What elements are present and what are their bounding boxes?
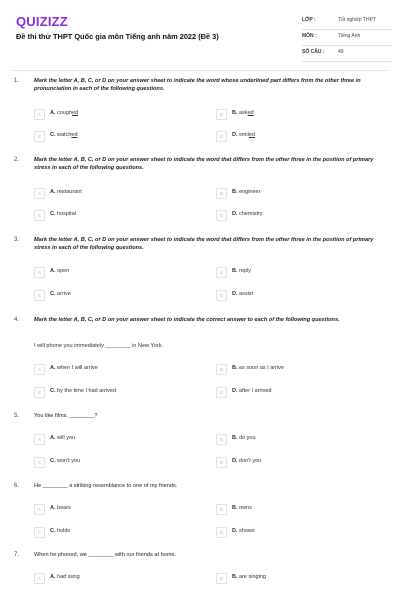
option-text: C. holds: [50, 528, 71, 534]
option-text: D. after I arrived: [232, 388, 272, 394]
meta-value: Tiếng Anh: [338, 33, 361, 39]
option-text: A. when I will arrive: [50, 365, 98, 371]
option-letter-box: A: [34, 364, 45, 375]
option-text: D. assist: [232, 291, 254, 297]
meta-row-class: [302, 14, 392, 30]
option-text: C. by the time I had arrived: [50, 388, 117, 394]
meta-table: [302, 14, 392, 62]
option-letter-box: D: [216, 210, 227, 221]
option-text: A. restaurant: [50, 189, 82, 195]
option-text: A. coughed: [50, 110, 79, 116]
option-letter-box: A: [34, 573, 45, 584]
option-text: D. smiled: [232, 132, 255, 138]
option-text: A. had sung: [50, 574, 80, 580]
option-letter-box: B: [216, 188, 227, 199]
option-letter-box: C: [34, 527, 45, 538]
question-instruction: Mark the letter A, B, C, or D on your answer sheet to indicate the word whose underlined part differs from the other three in pronunciation in each of the following questions.: [34, 78, 361, 92]
option-letter-box: B: [216, 109, 227, 120]
option-text: C. arrive: [50, 291, 71, 297]
option-letter-box: B: [216, 573, 227, 584]
option-letter-box: D: [216, 387, 227, 398]
option-letter-box: C: [34, 290, 45, 301]
option-text: D. don't you: [232, 458, 262, 464]
page-header: [0, 0, 400, 64]
question-number: 5.: [14, 413, 20, 419]
question-number: 7.: [14, 552, 20, 558]
question-instruction: Mark the letter A, B, C, or D on your answer sheet to indicate the word that differs from the other three in the position of primary stress in each of the following questions.: [34, 157, 374, 171]
meta-label: SỐ CÂU :: [302, 49, 325, 55]
option-text: A. bears: [50, 505, 71, 511]
question-number: 4.: [14, 317, 20, 323]
option-letter-box: A: [34, 188, 45, 199]
meta-label: LỚP :: [302, 17, 316, 23]
question-instruction: Mark the letter A, B, C, or D on your answer sheet to indicate the word that differs from the other three in the position of primary stress in each of the following questions.: [34, 237, 374, 251]
document-title: Đề thi thử THPT Quốc gia môn Tiếng anh năm 2022 (Đề 3): [16, 32, 219, 41]
meta-value: Tốt nghiệp THPT: [338, 17, 376, 23]
option-letter-box: A: [34, 267, 45, 278]
option-text: B. as soon as I arrive: [232, 365, 284, 371]
question-number: 2.: [14, 157, 20, 163]
meta-label: MÔN :: [302, 33, 317, 39]
meta-row-subject: [302, 30, 392, 46]
option-letter-box: C: [34, 457, 45, 468]
option-letter-box: D: [216, 457, 227, 468]
question-sentence: He ________ a striking resemblance to one of my friends.: [34, 483, 178, 489]
option-letter-box: A: [34, 504, 45, 515]
meta-row-count: [302, 46, 392, 62]
option-letter-box: B: [216, 504, 227, 515]
question-sentence: I will phone you immediately ________ in New York.: [34, 343, 164, 349]
option-text: B. engineer: [232, 189, 261, 195]
option-text: B. asked: [232, 110, 254, 116]
option-letter-box: B: [216, 267, 227, 278]
question-number: 3.: [14, 237, 20, 243]
meta-value: 49: [338, 49, 344, 55]
option-text: B. reply: [232, 268, 251, 274]
option-letter-box: B: [216, 364, 227, 375]
header-divider: [12, 70, 388, 71]
option-letter-box: C: [34, 131, 45, 142]
option-letter-box: A: [34, 434, 45, 445]
option-text: C. won't you: [50, 458, 81, 464]
quizizz-logo: QUIZIZZ: [16, 14, 68, 29]
option-letter-box: C: [34, 210, 45, 221]
question-number: 1.: [14, 78, 20, 84]
option-text: D. chemistry: [232, 211, 263, 217]
option-letter-box: A: [34, 109, 45, 120]
option-text: B. owns: [232, 505, 252, 511]
option-text: D. shows: [232, 528, 255, 534]
option-letter-box: B: [216, 434, 227, 445]
question-sentence: You like films, ________?: [34, 413, 98, 419]
option-text: B. are singing: [232, 574, 266, 580]
option-letter-box: D: [216, 527, 227, 538]
option-text: C. watched: [50, 132, 78, 138]
option-text: A. will you: [50, 435, 76, 441]
option-text: B. do you: [232, 435, 256, 441]
question-instruction: Mark the letter A, B, C, or D on your answer sheet to indicate the correct answer to each of the following questions.: [34, 317, 340, 323]
option-letter-box: D: [216, 290, 227, 301]
question-sentence: When he phoned, we ________ with our friends at home.: [34, 552, 177, 558]
option-letter-box: D: [216, 131, 227, 142]
option-text: A. open: [50, 268, 70, 274]
option-letter-box: C: [34, 387, 45, 398]
question-number: 6.: [14, 483, 20, 489]
option-text: C. hospital: [50, 211, 76, 217]
